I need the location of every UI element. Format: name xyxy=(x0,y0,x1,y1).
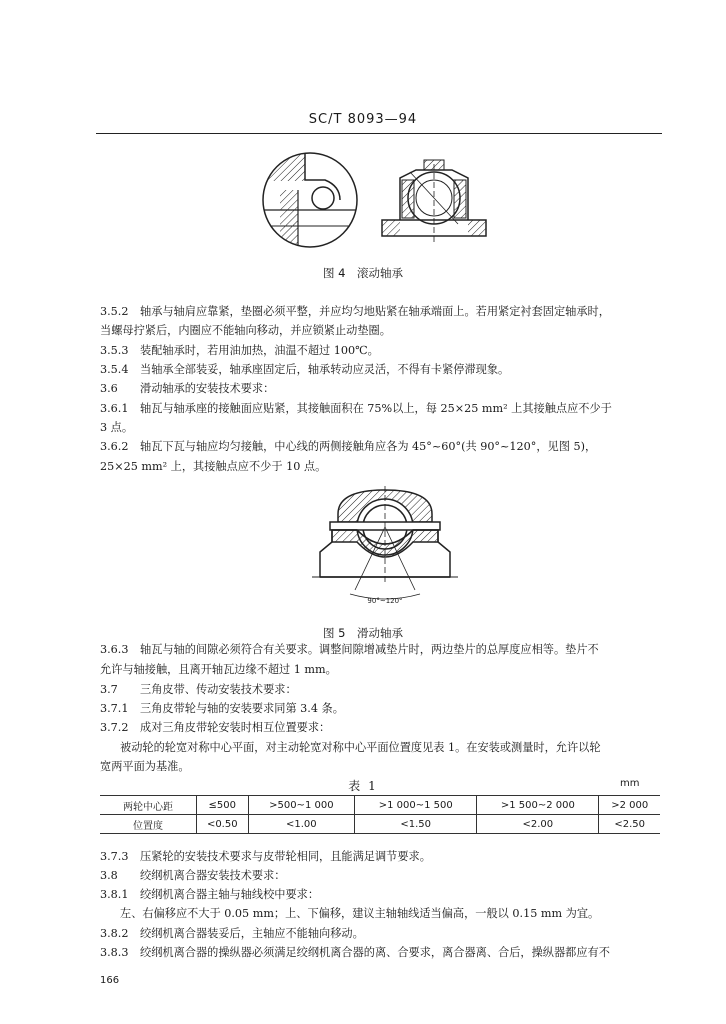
paragraph-line xyxy=(100,344,660,358)
paragraph-text: 3 点。 xyxy=(100,421,134,434)
paragraph-line xyxy=(100,324,660,338)
table-cell: <1.50 xyxy=(355,815,477,834)
paragraph-line xyxy=(100,927,660,941)
paragraph-line xyxy=(100,850,660,864)
paragraph-text: 25×25 mm² 上，其接触点应不少于 10 点。 xyxy=(100,460,327,473)
paragraph-text: 装配轴承时，若用油加热，油温不超过 100℃。 xyxy=(140,344,379,357)
paragraph-line xyxy=(100,869,660,883)
paragraph-text: 绞纲机离合器的操纵器必须满足绞纲机离合器的离、合要求，离合器离、合后，操纵器都应有不 xyxy=(140,946,610,959)
figure-4-caption: 图 4 滚动轴承 xyxy=(323,266,403,280)
table-cell: <1.00 xyxy=(248,815,355,834)
bearing-detail-circle xyxy=(260,153,360,250)
paragraph-text: 绞纲机离合器主轴与轴线校中要求： xyxy=(140,888,320,901)
table-cell: ≤500 xyxy=(197,796,249,815)
paragraph-text: 绞纲机离合器安装技术要求： xyxy=(140,869,286,882)
paragraph-text: 左、右偏移应不大于 0.05 mm；上、下偏移，建议主轴轴线适当偏高，一般以 0.15 mm 为宜。 xyxy=(120,907,600,920)
table-cell: >1 500~2 000 xyxy=(477,796,599,815)
table-cell: >1 000~1 500 xyxy=(355,796,477,815)
paragraph-line xyxy=(100,382,660,396)
table-cell: >500~1 000 xyxy=(248,796,355,815)
section-number: 3.5.2 xyxy=(100,305,129,318)
paragraph-text: 宽两平面为基准。 xyxy=(100,760,190,773)
section-number: 3.8 xyxy=(100,869,118,882)
paragraph-line xyxy=(100,946,660,960)
paragraph-line xyxy=(100,440,660,454)
section-number: 3.8.3 xyxy=(100,946,129,959)
paragraph-line xyxy=(100,363,660,377)
header-rule xyxy=(96,133,662,134)
table-1-title: 表 1 xyxy=(348,779,378,793)
paragraph-text: 轴承与轴肩应靠紧，垫圈必须平整，并应均匀地贴紧在轴承端面上。若用紧定衬套固定轴承时， xyxy=(140,305,610,318)
paragraph-line xyxy=(100,702,660,716)
section-number: 3.7.3 xyxy=(100,850,129,863)
paragraph-text: 成对三角皮带轮安装时相互位置要求： xyxy=(140,721,331,734)
paragraph-text: 压紧轮的安装技术要求与皮带轮相同，且能满足调节要求。 xyxy=(140,850,431,863)
paragraph-line xyxy=(120,907,680,921)
table-cell: <2.00 xyxy=(477,815,599,834)
paragraph-text: 被动轮的轮宽对称中心平面，对主动轮宽对称中心平面位置度见表 1。在安装或测量时，允许以轮 xyxy=(120,741,601,754)
section-number: 3.7 xyxy=(100,683,118,696)
row-header: 两轮中心距 xyxy=(100,796,197,815)
paragraph-line xyxy=(100,888,660,902)
page-number: 166 xyxy=(100,975,120,986)
paragraph-text: 当螺母拧紧后，内圈应不能轴向移动，并应锁紧止动垫圈。 xyxy=(100,324,391,337)
paragraph-text: 当轴承全部装妥，轴承座固定后，轴承转动应灵活，不得有卡紧停滞现象。 xyxy=(140,363,510,376)
section-number: 3.6.1 xyxy=(100,402,129,415)
paragraph-line xyxy=(100,460,660,474)
section-number: 3.7.2 xyxy=(100,721,129,734)
section-number: 3.7.1 xyxy=(100,702,129,715)
paragraph-line xyxy=(100,663,660,677)
paragraph-text: 滑动轴承的安装技术要求： xyxy=(140,382,275,395)
paragraph-line xyxy=(100,402,660,416)
paragraph-text: 允许与轴接触，且离开轴瓦边缘不超过 1 mm。 xyxy=(100,663,337,676)
section-number: 3.8.1 xyxy=(100,888,129,901)
paragraph-line xyxy=(100,643,660,657)
paragraph-text: 轴瓦与轴的间隙必须符合有关要求。调整间隙增减垫片时，两边垫片的总厚度应相等。垫片不 xyxy=(140,643,599,656)
figure-5-drawing xyxy=(310,482,460,608)
table-1 xyxy=(100,795,660,834)
table-row xyxy=(100,815,660,834)
table-cell: <2.50 xyxy=(599,815,660,834)
paragraph-text: 轴瓦与轴承座的接触面应贴紧，其接触面积在 75%以上，每 25×25 mm² 上其接触点应不少于 xyxy=(140,402,612,415)
section-number: 3.8.2 xyxy=(100,927,129,940)
table-row xyxy=(100,796,660,815)
paragraph-text: 轴瓦下瓦与轴应均匀接触，中心线的两侧接触角应各为 45°~60°(共 90°~120°，见图 5)， xyxy=(140,440,597,453)
figure-5-caption: 图 5 滑动轴承 xyxy=(323,626,403,640)
section-number: 3.6 xyxy=(100,382,118,395)
table-cell: <0.50 xyxy=(197,815,249,834)
row-header: 位置度 xyxy=(100,815,197,834)
section-number: 3.5.4 xyxy=(100,363,129,376)
paragraph-line xyxy=(120,741,680,755)
contact-angle-label: 90°~120° xyxy=(367,597,403,605)
paragraph-text: 绞纲机离合器装妥后，主轴应不能轴向移动。 xyxy=(140,927,364,940)
figure-4-drawing xyxy=(255,150,495,258)
table-1-unit: mm xyxy=(620,778,640,789)
paragraph-line xyxy=(100,683,660,697)
section-number: 3.6.3 xyxy=(100,643,129,656)
table-cell: >2 000 xyxy=(599,796,660,815)
standard-code: SC/T 8093—94 xyxy=(308,112,418,127)
paragraph-line xyxy=(100,421,660,435)
paragraph-line xyxy=(100,721,660,735)
section-number: 3.5.3 xyxy=(100,344,129,357)
paragraph-line xyxy=(100,305,660,319)
paragraph-text: 三角皮带轮与轴的安装要求同第 3.4 条。 xyxy=(140,702,344,715)
paragraph-text: 三角皮带、传动安装技术要求： xyxy=(140,683,297,696)
paragraph-line xyxy=(100,760,660,774)
section-number: 3.6.2 xyxy=(100,440,129,453)
bearing-housing-section xyxy=(382,160,486,242)
